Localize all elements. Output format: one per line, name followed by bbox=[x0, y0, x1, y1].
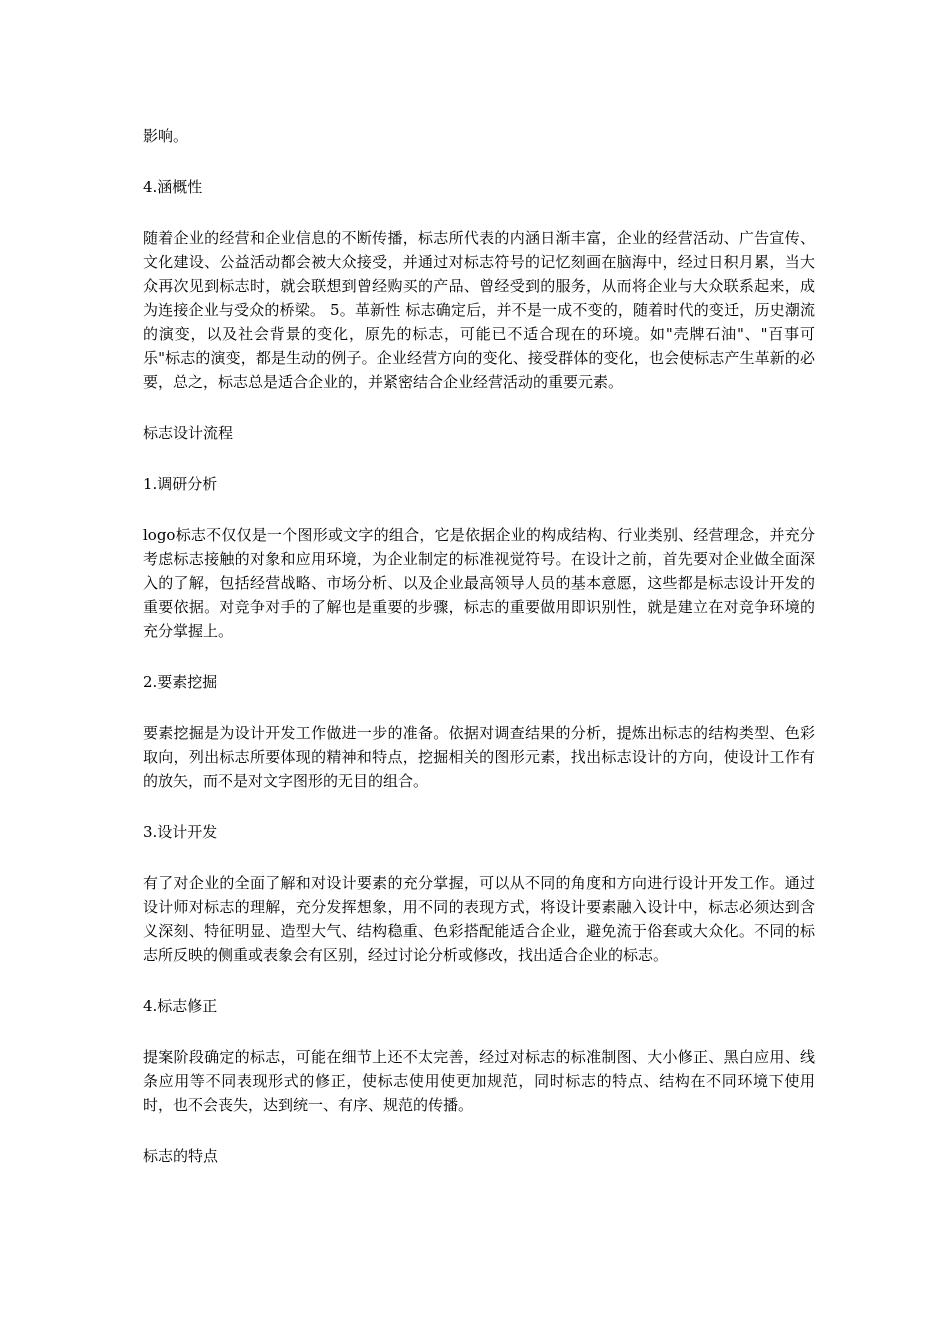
document-page bbox=[143, 124, 815, 1168]
heading-connotation: 4.涵概性 bbox=[143, 178, 203, 196]
heading-elements: 2.要素挖掘 bbox=[143, 673, 218, 691]
heading-features: 标志的特点 bbox=[143, 1147, 219, 1165]
paragraph-development: 有了对企业的全面了解和对设计要素的充分掌握，可以从不同的角度和方向进行设计开发工作。通过设计师对标志的理解，充分发挥想象，用不同的表现方式，将设计要素融入设计中，标志必须达到含义深刻、特征明显、造型大气、结构稳重、色彩搭配能适合企业，避免流于俗套或大众化。不同的标志所反映的侧重或表象会有区别，经过讨论分析或修改，找出适合企业的标志。 bbox=[143, 874, 815, 964]
paragraph-elements: 要素挖掘是为设计开发工作做进一步的准备。依据对调查结果的分析，提炼出标志的结构类型、色彩取向，列出标志所要体现的精神和特点，挖掘相关的图形元素，找出标志设计的方向，使设计工作有的放矢，而不是对文字图形的无目的组合。 bbox=[143, 724, 815, 790]
heading-design-process: 标志设计流程 bbox=[143, 424, 234, 442]
heading-development: 3.设计开发 bbox=[143, 823, 218, 841]
paragraph-revision: 提案阶段确定的标志，可能在细节上还不太完善，经过对标志的标准制图、大小修正、黑白应用、线条应用等不同表现形式的修正，使标志使用使更加规范，同时标志的特点、结构在不同环境下使用时，也不会丧失，达到统一、有序、规范的传播。 bbox=[143, 1048, 815, 1114]
paragraph-influence-tail: 影响。 bbox=[143, 127, 189, 145]
heading-research: 1.调研分析 bbox=[143, 475, 218, 493]
heading-revision: 4.标志修正 bbox=[143, 997, 218, 1015]
paragraph-research: logo标志不仅仅是一个图形或文字的组合，它是依据企业的构成结构、行业类别、经营理念，并充分考虑标志接触的对象和应用环境，为企业制定的标准视觉符号。在设计之前，首先要对企业做全面深入的了解，包括经营战略、市场分析、以及企业最高领导人员的基本意愿，这些都是标志设计开发的重要依据。对竞争对手的了解也是重要的步骤，标志的重要做用即识别性，就是建立在对竞争环境的充分掌握上。 bbox=[143, 526, 815, 640]
paragraph-connotation: 随着企业的经营和企业信息的不断传播，标志所代表的内涵日渐丰富，企业的经营活动、广告宣传、文化建设、公益活动都会被大众接受，并通过对标志符号的记忆刻画在脑海中，经过日积月累，当大众再次见到标志时，就会联想到曾经购买的产品、曾经受到的服务，从而将企业与大众联系起来，成为连接企业与受众的桥梁。 5。革新性 标志确定后，并不是一成不变的，随着时代的变迁，历史潮流的演变，以及社会背景的变化，原先的标志，可能已不适合现在的环境。如"壳牌石油"、"百事可乐"标志的演变，都是生动的例子。企业经营方向的变化、接受群体的变化，也会使标志产生革新的必要，总之，标志总是适合企业的，并紧密结合企业经营活动的重要元素。 bbox=[143, 229, 815, 391]
